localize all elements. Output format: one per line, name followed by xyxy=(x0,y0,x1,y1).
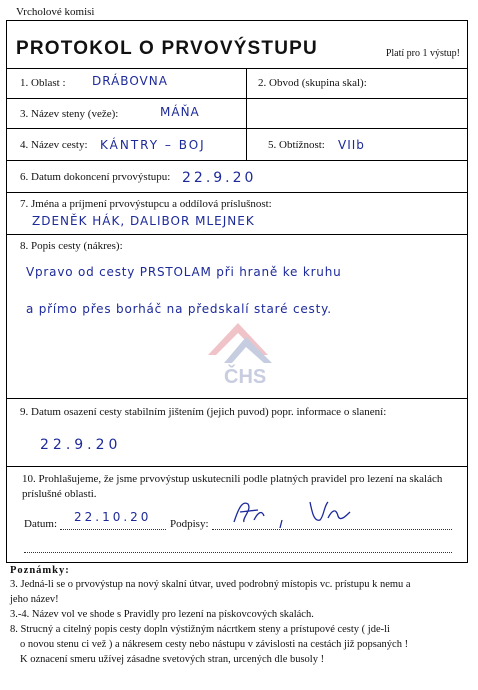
committee-header: Vrcholové komisi xyxy=(16,6,95,18)
cesta-value: KÁNTRY – BOJ xyxy=(100,138,206,152)
stena-label: 3. Název steny (veže): xyxy=(20,108,119,120)
note-1b: jeho název! xyxy=(10,594,59,605)
signature-drawing xyxy=(228,492,368,532)
obvod-label: 2. Obvod (skupina skal): xyxy=(258,77,367,89)
stena-value: MÁŇA xyxy=(160,105,200,119)
column-divider xyxy=(246,68,247,128)
note-1: 3. Jedná-li se o prvovýstup na nový skalní útvar, uved podrobný místopis vc. prístupu k nemu a xyxy=(10,579,411,590)
notes-heading: Poznámky: xyxy=(10,565,70,576)
prohlaseni-text: 10. Prohlašujeme, že jsme prvovýstup uskutecnili podle platných pravidel pro lezení na skalách príslušné oblasti. xyxy=(22,473,443,500)
datum-label: Datum: xyxy=(24,518,57,530)
popis-line-1: Vpravo od cesty PRSTOLAM při hraně ke kruhu xyxy=(26,265,342,279)
note-3b: o novou stenu ci vež ) a nákresem cesty nebo nástupu v závislosti na cestách již popsaných ! xyxy=(20,639,409,650)
logo-mountain-blue xyxy=(224,337,272,363)
form-title: PROTOKOL O PRVOVÝSTUPU xyxy=(16,38,318,59)
extra-signature-line xyxy=(24,540,452,553)
podpisy-label: Podpisy: xyxy=(170,518,209,530)
obtiznost-label: 5. Obtížnost: xyxy=(268,139,325,151)
cesta-label: 4. Název cesty: xyxy=(20,139,88,151)
signature-1 xyxy=(234,503,264,522)
divider xyxy=(6,128,468,129)
divider xyxy=(6,398,468,399)
note-3c: K oznacení smeru užívej zásadne svetových stran, urcených dle busoly ! xyxy=(20,654,325,665)
signature-2 xyxy=(310,502,350,520)
datum-dokonceni-label: 6. Datum dokoncení prvovýstupu: xyxy=(20,171,171,183)
oblast-value: DRÁBOVNA xyxy=(92,74,168,88)
jmena-value: ZDENĚK HÁK, DALIBOR MLEJNEK xyxy=(32,214,255,228)
divider xyxy=(6,160,468,161)
jmena-label: 7. Jména a príjmení prvovýstupcu a oddílová príslušnost: xyxy=(20,198,272,210)
divider xyxy=(6,192,468,193)
datum-osazeni-value: 22.9.20 xyxy=(40,437,122,453)
popis-line-2: a přímo přes borháč na předskalí staré cesty. xyxy=(26,302,332,316)
divider xyxy=(6,98,468,99)
oblast-label: 1. Oblast : xyxy=(20,77,66,89)
divider xyxy=(6,68,468,69)
divider xyxy=(6,466,468,467)
datum-osazeni-label: 9. Datum osazení cesty stabilním jištením (jejich puvod) popr. informace o slanení: xyxy=(20,406,387,418)
obtiznost-value: VIIb xyxy=(338,138,365,152)
column-divider xyxy=(246,128,247,160)
popis-label: 8. Popis cesty (nákres): xyxy=(20,240,123,252)
note-2: 3.-4. Název vol ve shode s Pravidly pro lezení na pískovcových skalách. xyxy=(10,609,314,620)
chs-logo-watermark xyxy=(198,315,288,385)
logo-text: ČHS xyxy=(224,366,267,385)
validity-note: Platí pro 1 výstup! xyxy=(385,48,460,59)
note-3: 8. Strucný a citelný popis cesty dopln výstižným nácrtkem steny a prístupové cesty ( jde-li xyxy=(10,624,390,635)
datum-value: 22.10.20 xyxy=(74,510,152,524)
signature-comma xyxy=(280,520,282,528)
datum-dokonceni-value: 22.9.20 xyxy=(182,170,257,186)
divider xyxy=(6,234,468,235)
